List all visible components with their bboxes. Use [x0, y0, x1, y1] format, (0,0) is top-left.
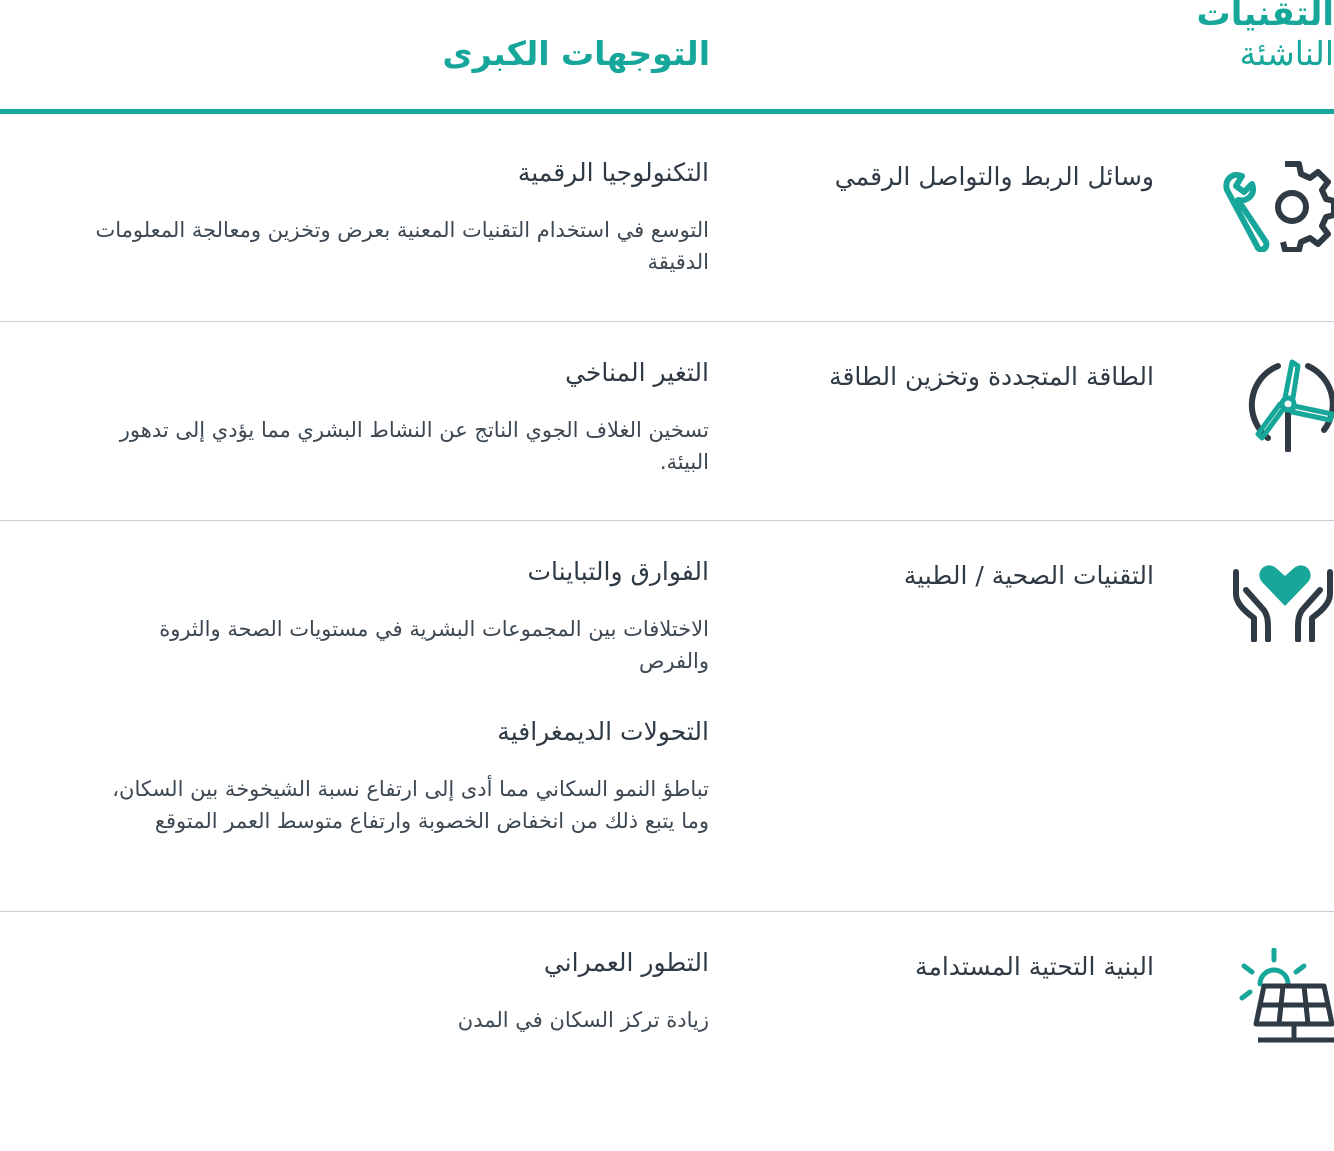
- trend-description: التوسع في استخدام التقنيات المعنية بعرض وتخزين ومعالجة المعلومات الدقيقة: [95, 218, 709, 274]
- technology-label: وسائل الربط والتواصل الرقمي: [834, 162, 1154, 191]
- trend-title: التحولات الديمغرافية: [497, 717, 709, 746]
- trend-description: زيادة تركز السكان في المدن: [457, 1008, 709, 1032]
- trend-title: الفوارق والتباينات: [527, 557, 709, 586]
- wind-turbine-icon: [1248, 358, 1334, 452]
- trend-description: تباطؤ النمو السكاني مما أدى إلى ارتفاع نسبة الشيخوخة بين السكان، وما يتبع ذلك من انخفاض الخصوبة وارتفاع متوسط العمر المتوقع: [112, 777, 709, 833]
- emerging-tech-header: [1197, 0, 1334, 72]
- header-rule: [0, 109, 1334, 114]
- row-divider: [0, 520, 1334, 521]
- trend-title: التكنولوجيا الرقمية: [517, 158, 709, 187]
- trend-title: التغير المناخي: [565, 358, 709, 387]
- hands-heart-icon: [1232, 560, 1334, 642]
- technology-label: الطاقة المتجددة وتخزين الطاقة: [829, 362, 1154, 391]
- wrench-gear-icon: [1222, 160, 1334, 252]
- emerging-tech-title-bold: التقنيات: [1196, 0, 1334, 34]
- trend-description: الاختلافات بين المجموعات البشرية في مستويات الصحة والثروة والفرص: [159, 617, 709, 673]
- technology-label: البنية التحتية المستدامة: [915, 952, 1154, 981]
- row-divider: [0, 911, 1334, 912]
- solar-panel-icon: [1238, 948, 1334, 1044]
- emerging-tech-title-light: الناشئة: [1239, 34, 1334, 73]
- trend-description: تسخين الغلاف الجوي الناتج عن النشاط البشري مما يؤدي إلى تدهور البيئة.: [119, 418, 709, 474]
- trend-title: التطور العمراني: [543, 948, 709, 977]
- row-divider: [0, 321, 1334, 322]
- megatrends-title: التوجهات الكبرى: [442, 34, 710, 73]
- technology-label: التقنيات الصحية / الطبية: [903, 561, 1154, 590]
